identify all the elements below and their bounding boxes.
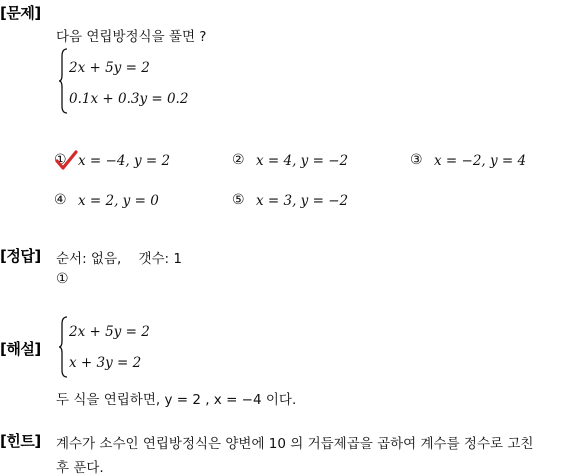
explanation-brace xyxy=(58,316,68,378)
explanation-eq-2: x + 3y = 2 xyxy=(69,355,142,371)
choice-1-number: ① xyxy=(54,152,67,168)
problem-tag: [문제] xyxy=(0,4,41,22)
choice-3-text: x = −2, y = 4 xyxy=(434,153,527,169)
explanation-tag: [해설] xyxy=(0,340,41,358)
explanation-eq-1: 2x + 5y = 2 xyxy=(69,324,150,340)
choice-3-number: ③ xyxy=(410,152,423,168)
choice-4-number: ④ xyxy=(54,192,67,208)
choice-2-number: ② xyxy=(232,152,245,168)
answer-value: ① xyxy=(56,271,69,287)
problem-eq-2: 0.1x + 0.3y = 0.2 xyxy=(69,91,189,107)
choice-2-text: x = 4, y = −2 xyxy=(256,153,349,169)
hint-line-2: 후 푼다. xyxy=(56,460,104,476)
answer-tag: [정답] xyxy=(0,247,41,265)
answer-info: 순서: 없음, 갯수: 1 xyxy=(56,251,182,267)
choice-5-text: x = 3, y = −2 xyxy=(256,193,349,209)
choice-5-number: ⑤ xyxy=(232,192,245,208)
problem-brace xyxy=(58,48,68,114)
choice-4-text: x = 2, y = 0 xyxy=(78,193,159,209)
question-text: 다음 연립방정식을 풀면 ? xyxy=(56,29,207,45)
check-mark-icon xyxy=(54,150,78,172)
problem-eq-1: 2x + 5y = 2 xyxy=(69,60,150,76)
choice-1-text: x = −4, y = 2 xyxy=(78,153,171,169)
hint-tag: [힌트] xyxy=(0,432,41,450)
explanation-text: 두 식을 연립하면, y = 2 , x = −4 이다. xyxy=(56,392,297,408)
hint-line-1: 계수가 소수인 연립방정식은 양변에 10 의 거듭제곱을 곱하여 계수를 정수로 고친 xyxy=(56,436,534,452)
